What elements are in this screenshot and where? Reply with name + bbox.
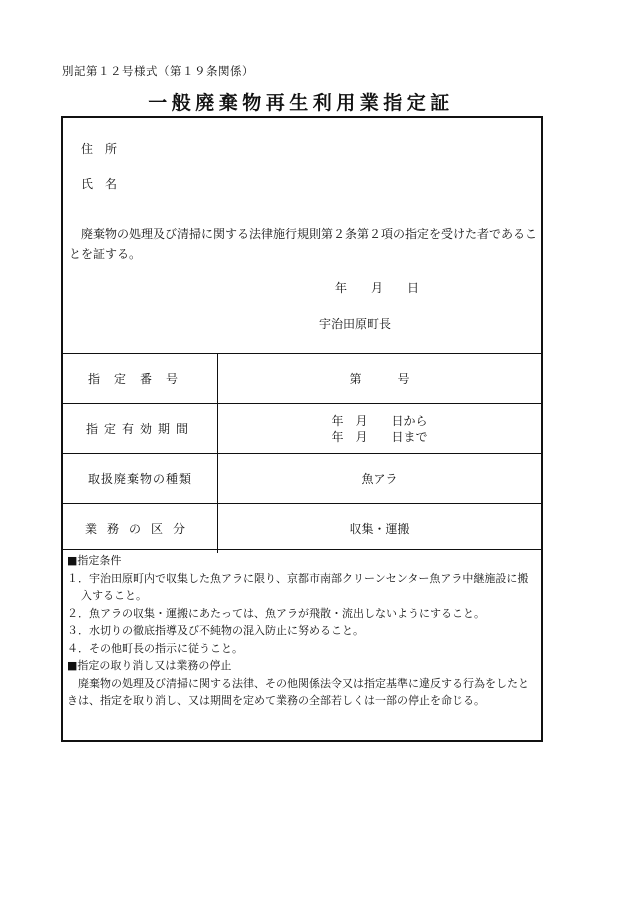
waste-type-text: 魚アラ <box>361 472 398 486</box>
certification-statement: 廃棄物の処理及び清掃に関する法律施行規則第２条第２項の指定を受けた者であることを証する。 <box>69 227 538 261</box>
validity-from: 年 月 日から <box>331 413 428 428</box>
designation-number-value <box>218 354 541 403</box>
issuer-name: 宇治田原町長 <box>319 317 392 331</box>
validity-to: 年 月 日まで <box>331 429 428 444</box>
business-category-label: 業務の区分 <box>63 504 218 553</box>
revocation-text: 廃棄物の処理及び清掃に関する法律、その他関係法令又は指定基準に違反する行為をしたときは、指定を取り消し、又は期間を定めて業務の全部若しくは一部の停止を命じる。 <box>67 676 529 707</box>
condition-item: ２．魚アラの収集・運搬にあたっては、魚アラが飛散・流出しないようにすること。 <box>67 606 485 620</box>
certificate-block <box>63 118 541 353</box>
condition-item: ３．水切りの徹底指導及び不純物の混入防止に努めること。 <box>67 624 364 637</box>
business-category-value <box>218 504 541 553</box>
designation-number-text: 第 号 <box>349 372 410 386</box>
document-title: 一般廃棄物再生利用業指定証 <box>148 92 454 114</box>
address-label: 住 所 <box>81 142 118 156</box>
validity-period-value <box>218 404 541 453</box>
row-validity-period <box>63 403 541 453</box>
revocation-heading: ■指定の取り消し又は業務の停止 <box>67 659 232 672</box>
validity-period-label: 指定有効期間 <box>63 404 218 453</box>
row-business-category <box>63 503 541 553</box>
row-waste-type <box>63 453 541 503</box>
business-category-text: 収集・運搬 <box>349 522 410 536</box>
designation-table <box>63 353 541 553</box>
waste-type-label: 取扱廃棄物の種類 <box>63 454 218 503</box>
row-designation-number <box>63 353 541 403</box>
condition-item: １．宇治田原町内で収集した魚アラに限り、京都市南部クリーンセンター魚アラ中継施設に搬入すること。 <box>67 571 529 602</box>
issue-date-line: 年 月 日 <box>335 281 420 295</box>
form-reference: 別記第１２号様式（第１９条関係） <box>62 64 254 78</box>
waste-type-value <box>218 454 541 503</box>
conditions-section <box>63 549 541 710</box>
designation-number-label: 指定番号 <box>63 354 218 403</box>
name-label: 氏 名 <box>81 177 118 191</box>
condition-item: ４．その他町長の指示に従うこと。 <box>67 641 243 655</box>
certificate-frame <box>61 116 543 742</box>
conditions-heading: ■指定条件 <box>67 554 122 567</box>
